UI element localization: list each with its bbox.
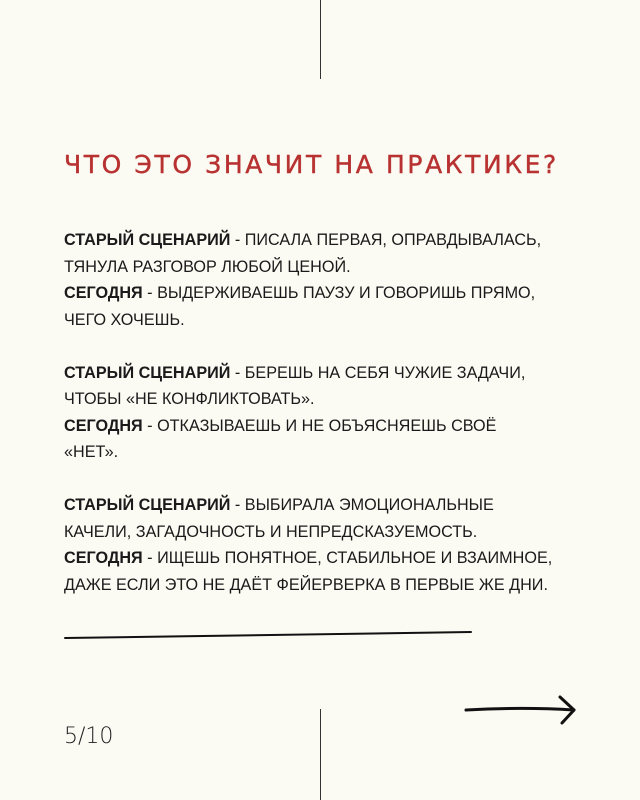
today-text: - ОТКАЗЫВАЕШЬ И НЕ ОБЪЯСНЯЕШЬ СВОЁ (142, 416, 497, 435)
scenario-block-1 (64, 227, 624, 333)
today-text-cont: «НЕТ». (64, 443, 119, 461)
bottom-divider-line (320, 709, 321, 800)
old-scenario-text-cont: ТЯНУЛА РАЗГОВОР ЛЮБОЙ ЦЕНОЙ. (64, 257, 351, 276)
old-scenario-label: СТАРЫЙ СЦЕНАРИЙ (64, 363, 231, 382)
top-divider-line (320, 0, 321, 79)
page-indicator: 5/10 (64, 724, 114, 749)
content-body (64, 227, 624, 625)
today-text: - ИЩЕШЬ ПОНЯТНОЕ, СТАБИЛЬНОЕ И ВЗАИМНОЕ, (142, 549, 553, 567)
old-scenario-text: - ВЫБИРАЛА ЭМОЦИОНАЛЬНЫЕ (230, 496, 494, 514)
old-scenario-label: СТАРЫЙ СЦЕНАРИЙ (64, 231, 231, 249)
today-text: - ВЫДЕРЖИВАЕШЬ ПАУЗУ И ГОВОРИШЬ ПРЯМО, (142, 284, 536, 302)
today-text-cont: ДАЖЕ ЕСЛИ ЭТО НЕ ДАЁТ ФЕЙЕРВЕРКА В ПЕРВЫЕ ЖЕ ДНИ. (64, 575, 548, 594)
today-text-cont: ЧЕГО ХОЧЕШЬ. (64, 310, 185, 329)
old-scenario-label: СТАРЫЙ СЦЕНАРИЙ (64, 496, 231, 514)
scenario-block-3 (64, 492, 624, 598)
old-scenario-text: - ПИСАЛА ПЕРВАЯ, ОПРАВДЫВАЛАСЬ, (230, 231, 542, 249)
old-scenario-text: - БЕРЕШЬ НА СЕБЯ ЧУЖИЕ ЗАДАЧИ, (230, 363, 526, 382)
today-label: СЕГОДНЯ (64, 549, 143, 567)
scenario-block-2 (64, 360, 624, 466)
arrow-right-icon[interactable] (462, 690, 580, 730)
old-scenario-text-cont: ЧТОБЫ «НЕ КОНФЛИКТОВАТЬ». (64, 390, 315, 408)
today-label: СЕГОДНЯ (64, 284, 143, 302)
page-title: ЧТО ЭТО ЗНАЧИТ НА ПРАКТИКЕ? (64, 150, 559, 179)
brush-divider-line (64, 628, 472, 640)
today-label: СЕГОДНЯ (64, 416, 143, 435)
old-scenario-text-cont: КАЧЕЛИ, ЗАГАДОЧНОСТЬ И НЕПРЕДСКАЗУЕМОСТЬ. (64, 522, 478, 541)
